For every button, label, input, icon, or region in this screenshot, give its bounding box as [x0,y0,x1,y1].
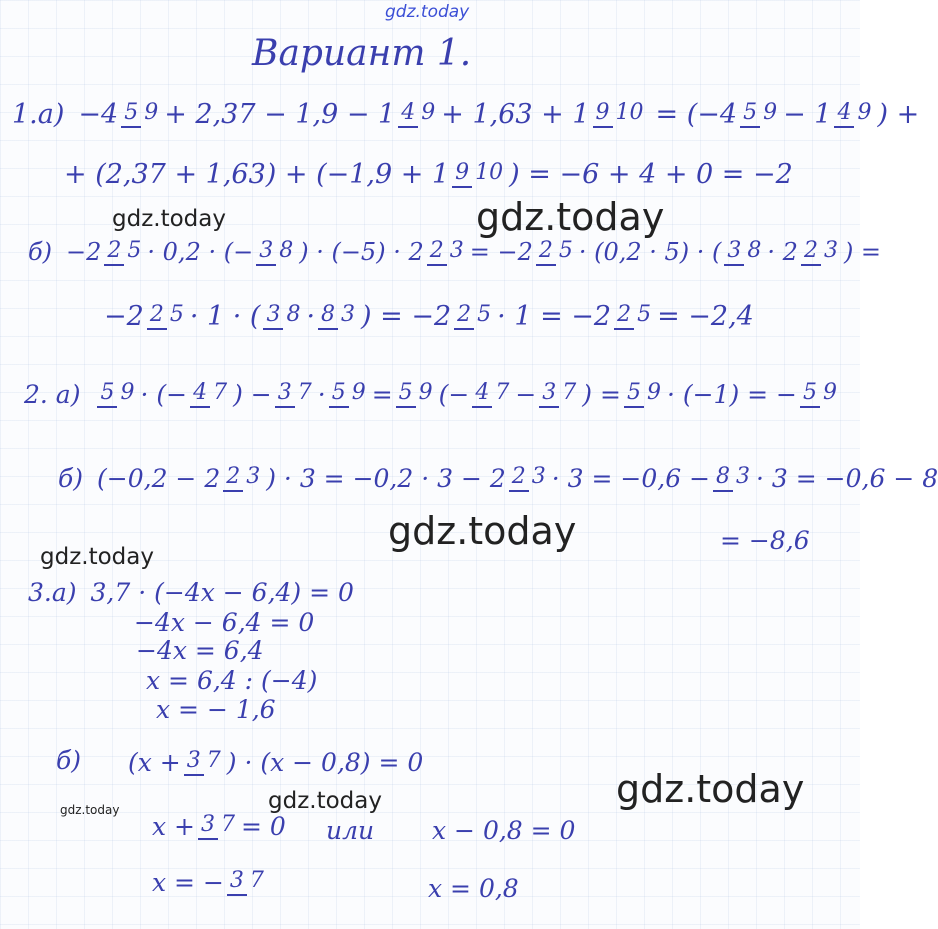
fraction: 2 5 [614,302,654,330]
expr: = (−4 [655,98,738,130]
expr: x + [152,811,195,841]
watermark: gdz.today [60,803,120,817]
fraction: 3 8 [724,238,764,266]
expr: + 1,63 + 1 [441,98,590,130]
expr: · 1 · ( [189,300,261,332]
watermark-top: gdz.today [385,2,470,22]
expr: ) + [877,98,920,130]
expr: ) · (−5) · 2 [299,238,424,266]
watermark: gdz.today [268,788,382,814]
expr: · 3 = −0,6 − [551,463,711,493]
expr: ) = −6 + 4 + 0 = −2 [509,158,793,190]
expr: − 1 [783,98,832,130]
task-label: 2. а) [24,379,81,409]
fraction: 3 7 [539,380,579,408]
fraction: 9 10 [593,100,647,128]
fraction: 4 7 [190,380,230,408]
expr: + (2,37 + 1,63) + (−1,9 + 1 [64,158,450,190]
task-label: б) [56,746,82,775]
watermark: gdz.today [40,544,154,570]
expr: = −2 [469,238,533,266]
task3-b-line3-right: x = 0,8 [428,874,519,903]
expr: · 3 = −0,6 − 8 [756,463,938,493]
expr: ) = −2 [361,300,452,332]
expr: ) − [233,379,272,409]
task3-a-line1 [28,580,354,605]
task2-a-line [24,380,843,408]
fraction: 3 7 [198,812,238,840]
task1-a-line1 [12,100,919,128]
expr: · 2 [767,238,798,266]
expr: 3,7 · (−4x − 6,4) = 0 [90,578,354,607]
task3-b-line1 [128,748,423,776]
fraction: 2 5 [454,302,494,330]
task-label: б) [58,463,84,493]
fraction: 2 3 [801,238,841,266]
fraction: 8 3 [713,464,753,492]
expr: (−0,2 − 2 [97,463,221,493]
expr: ) · (x − 0,8) = 0 [226,747,424,777]
watermark: gdz.today [476,195,665,239]
expr: · (0,2 · 5) · ( [578,238,722,266]
page-title: Вариант 1. [252,33,472,74]
expr: −2 [104,300,144,332]
task3-a-line2: −4x − 6,4 = 0 [134,608,315,637]
fraction: 5 9 [97,380,137,408]
watermark: gdz.today [616,767,805,811]
expr: (− [438,379,470,409]
task3-b-line2-right: x − 0,8 = 0 [432,816,576,845]
task3-b-line2 [152,812,286,840]
fraction: 5 9 [396,380,436,408]
task3-b-line3 [152,868,270,896]
fraction: 5 9 [121,100,161,128]
task3-a-line5: x = − 1,6 [156,695,276,724]
expr: ) = [843,238,882,266]
expr: · 1 = −2 [497,300,612,332]
fraction: 4 7 [472,380,512,408]
fraction: 2 3 [509,464,549,492]
task-label: б) [28,238,53,266]
task1-a-line2 [64,160,793,188]
expr: = [371,379,393,409]
fraction: 2 3 [223,464,263,492]
fraction: 5 9 [329,380,369,408]
fraction: 2 3 [427,238,467,266]
expr: x = − [152,867,224,897]
expr: · (−1) = − [666,379,797,409]
expr: = −2,4 [657,300,754,332]
task2-b-result: = −8,6 [720,526,810,555]
expr: + 2,37 − 1,9 − 1 [164,98,396,130]
expr: · [317,379,326,409]
fraction: 5 9 [624,380,664,408]
fraction: 3 8 [263,302,303,330]
watermark: gdz.today [112,206,226,232]
expr: −2 [66,238,102,266]
expr: · 0,2 · (− [147,238,254,266]
expr: (x + [128,747,181,777]
expr: · (− [140,379,188,409]
task1-b-line1 [28,238,881,266]
fraction: 2 5 [536,238,576,266]
expr: = 0 [241,811,286,841]
watermark: gdz.today [388,509,577,553]
task2-b-line [58,464,938,492]
fraction: 8 3 [318,302,358,330]
task3-a-line3: −4x = 6,4 [136,636,264,665]
fraction: 3 7 [184,748,224,776]
fraction: 3 7 [227,868,267,896]
task-label: 1.а) [12,98,65,130]
fraction: 3 7 [275,380,315,408]
fraction: 5 9 [740,100,780,128]
expr: −4 [78,98,119,130]
fraction: 9 10 [452,160,506,188]
or-word: или [326,816,375,845]
expr: ) = [582,379,621,409]
expr: − [515,379,537,409]
fraction: 4 9 [834,100,874,128]
task3-a-line4: x = 6,4 : (−4) [146,666,318,695]
fraction: 5 9 [800,380,840,408]
task1-b-line2 [104,302,754,330]
fraction: 4 9 [398,100,438,128]
expr: · [306,300,316,332]
fraction: 3 8 [256,238,296,266]
task-label: 3.а) [28,578,77,607]
fraction: 2 5 [147,302,187,330]
expr: ) · 3 = −0,2 · 3 − 2 [266,463,506,493]
fraction: 2 5 [104,238,144,266]
